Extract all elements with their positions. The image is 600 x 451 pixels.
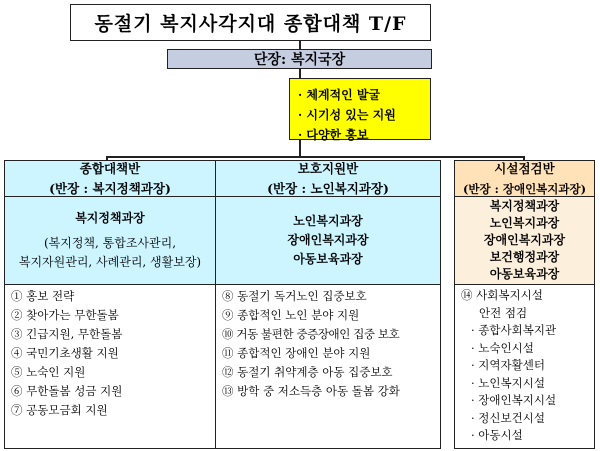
task-item: · 노인복지시설: [471, 375, 545, 390]
dept-item: 장애인복지과장: [287, 233, 369, 247]
team-tasks-general: [4, 284, 216, 449]
goals-box: [289, 78, 431, 140]
dept-item: 아동보육과장: [293, 252, 363, 266]
dept-item: 복지정책과장: [75, 211, 145, 225]
task-item: ⑤ 노숙인 지원: [11, 365, 86, 379]
task-item: ③ 긴급지원, 무한돌봄: [11, 327, 123, 341]
page-title-text: 동절기 복지사각지대 종합대책 T/F: [94, 13, 407, 35]
team-leader: (반장 : 노인복지과장): [267, 180, 389, 196]
team-tasks-inspect: [454, 284, 595, 449]
task-item: · 정신보건시설: [471, 410, 545, 425]
team-name: 시설점검반: [494, 160, 555, 176]
dept-item: 노인복지과장: [293, 214, 363, 228]
dept-item: 복지자원관리, 사례관리, 생활보장): [18, 255, 202, 269]
team-name: 보호지원반: [297, 160, 359, 176]
dept-item: 복지정책과장: [489, 199, 560, 213]
task-item: · 지역자활센터: [471, 358, 545, 372]
team-leader: (반장 : 장애인복지과장): [462, 181, 587, 196]
task-item: ⑬ 방학 중 저소득층 아동 돌봄 강화: [222, 384, 400, 398]
task-item: ⑭ 사회복지시설: [461, 288, 543, 302]
dept-item: 장애인복지과장: [483, 233, 566, 247]
task-item: ⑥ 무한돌봄 성금 지원: [11, 384, 123, 398]
dept-item: (복지정책, 통합조사관리,: [43, 236, 177, 250]
task-item: ⑦ 공동모금회 지원: [11, 403, 108, 417]
task-item: ⑫ 동절기 취약계층 아동 집중보호: [222, 365, 393, 379]
task-item: ⑨ 종합적인 노인 분야 지원: [222, 308, 360, 322]
team-depts-general: [4, 196, 216, 285]
team-header-protect: [215, 160, 441, 197]
chief-box: [167, 49, 432, 69]
chief-label: 단장: 복지국장: [253, 52, 346, 68]
task-item: ④ 국민기초생활 지원: [11, 346, 119, 360]
task-item: · 아동시설: [471, 428, 523, 442]
dept-item: 아동보육과장: [489, 267, 560, 281]
team-depts-inspect: [454, 196, 595, 285]
team-header-inspect: [454, 160, 595, 197]
team-depts-protect: [215, 196, 441, 285]
dept-item: 노인복지과장: [489, 216, 560, 230]
goal-item: · 시기성 있는 지원: [298, 108, 396, 122]
task-item: · 장애인복지시설: [471, 393, 557, 407]
goal-item: · 체계적인 발굴: [298, 88, 381, 102]
connector-bus: [106, 156, 524, 158]
task-item: 안전 점검: [479, 305, 528, 320]
team-leader: (반장 : 복지정책과장): [49, 180, 171, 196]
task-item: ⑧ 동절기 독거노인 집중보호: [222, 289, 367, 303]
dept-item: 보건행정과장: [489, 250, 560, 264]
team-header-general: [4, 160, 216, 197]
team-name: 종합대책반: [79, 160, 141, 176]
page-title: [70, 4, 431, 41]
task-item: ② 찾아가는 무한돌봄: [11, 308, 119, 322]
team-tasks-protect: [215, 284, 441, 449]
task-item: · 노숙인시설: [471, 340, 534, 355]
goal-item: · 다양한 홍보: [298, 128, 369, 142]
task-item: ① 홍보 전략: [11, 289, 75, 303]
task-item: · 종합사회복지관: [471, 323, 557, 337]
task-item: ⑪ 종합적인 장애인 분야 지원: [222, 346, 371, 360]
task-item: ⑩ 거동 불편한 중증장애인 집중 보호: [222, 327, 400, 341]
